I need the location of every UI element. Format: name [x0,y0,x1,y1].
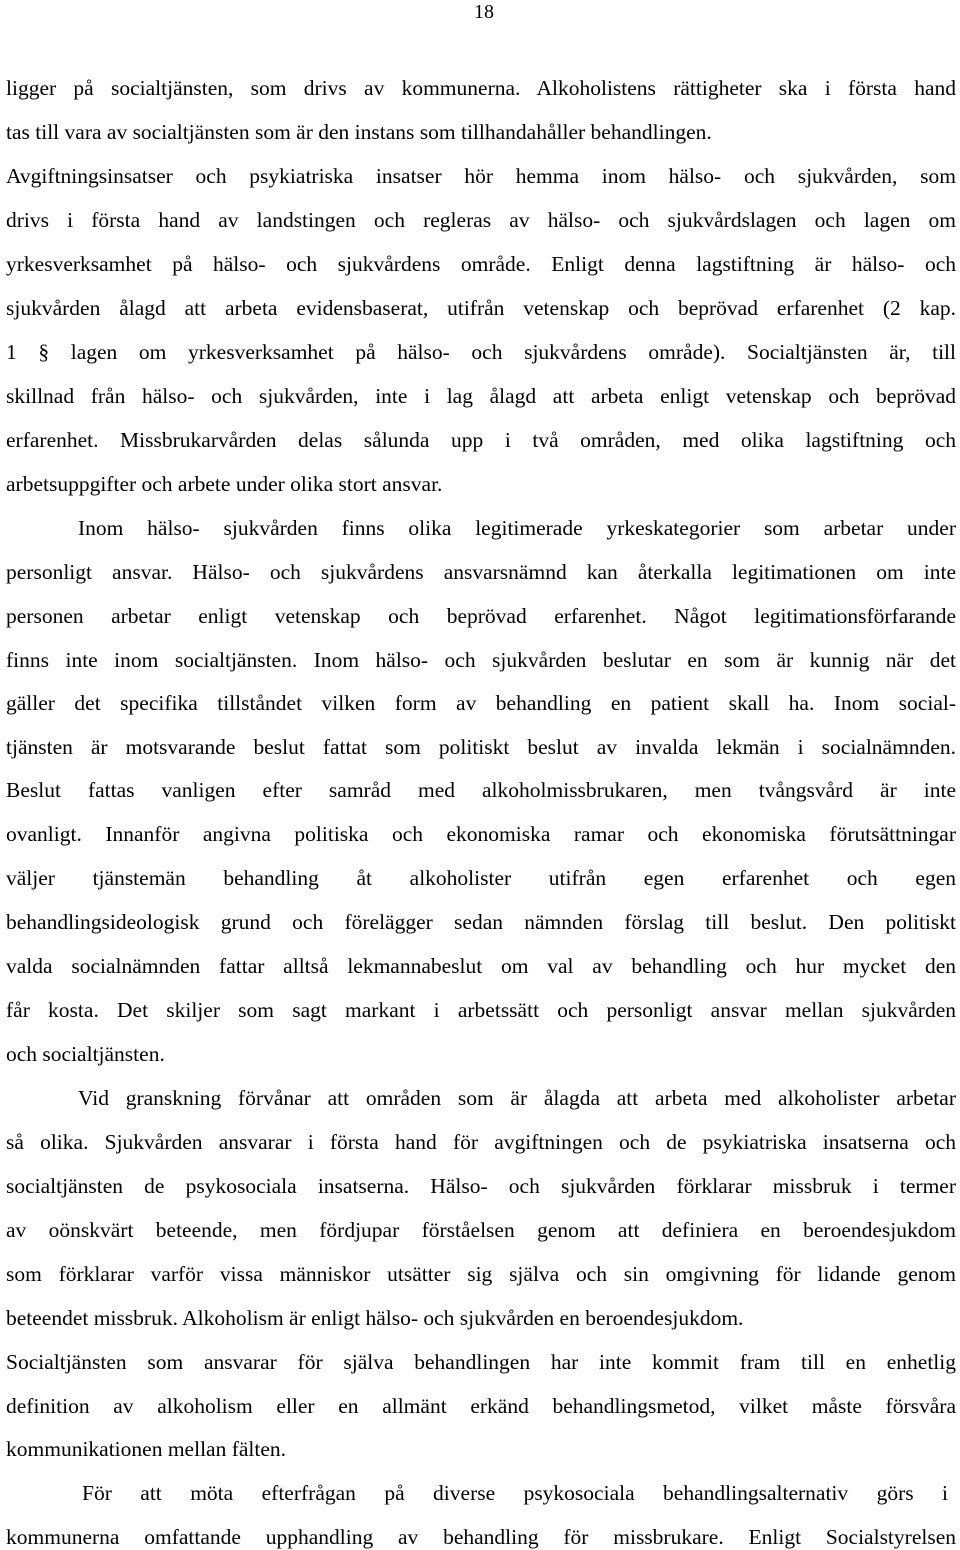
text-line: tjänsten är motsvarande beslut fattat som politiskt beslut av invalda lekmän i socialnämnden. [6,735,956,759]
text-line: beteendet missbruk. Alkoholism är enligt hälso- och sjukvården en beroendesjukdom. [6,1306,744,1330]
text-line: så olika. Sjukvården ansvarar i första hand för avgiftningen och de psykiatriska insatserna och [6,1130,956,1154]
text-line: som förklarar varför vissa människor utsätter sig själva och sin omgivning för lidande genom [6,1262,956,1286]
text-line: arbetsuppgifter och arbete under olika stort ansvar. [6,472,443,496]
text-line: finns inte inom socialtjänsten. Inom hälso- och sjukvården beslutar en som är kunnig när det [6,648,956,672]
text-line: kommunikationen mellan fälten. [6,1437,287,1461]
text-line: Beslut fattas vanligen efter samråd med alkoholmissbrukaren, men tvångsvård är inte [6,778,956,802]
text-line: behandlingsideologisk grund och förelägger sedan nämnden förslag till beslut. Den politiskt [6,910,956,934]
text-line: definition av alkoholism eller en allmänt erkänd behandlingsmetod, vilket måste försvåra [6,1394,956,1418]
text-line: erfarenhet. Missbrukarvården delas sålunda upp i två områden, med olika lagstiftning och [6,428,956,452]
text-line: valda socialnämnden fattar alltså lekmannabeslut om val av behandling och hur mycket den [6,954,956,978]
text-line: tas till vara av socialtjänsten som är den instans som tillhandahåller behandlingen. [6,120,712,144]
text-line: socialtjänsten de psykosociala insatserna. Hälso- och sjukvården förklarar missbruk i termer [6,1174,956,1198]
text-line: För att möta efterfrågan på diverse psykosociala behandlingsalternativ görs i [82,1481,948,1505]
text-line: drivs i första hand av landstingen och regleras av hälso- och sjukvårdslagen och lagen om [6,208,956,232]
text-line: personen arbetar enligt vetenskap och beprövad erfarenhet. Något legitimationsförfarande [6,604,956,628]
text-line: Vid granskning förvånar att områden som är ålagda att arbeta med alkoholister arbetar [78,1086,956,1110]
text-line: 1 § lagen om yrkesverksamhet på hälso- och sjukvårdens område). Socialtjänsten är, till [6,340,956,364]
text-line: kommunerna omfattande upphandling av behandling för missbrukare. Enligt Socialstyrelsen [6,1525,956,1549]
page-number: 18 [474,1,494,23]
text-line: Avgiftningsinsatser och psykiatriska insatser hör hemma inom hälso- och sjukvården, som [6,164,956,188]
text-line: ligger på socialtjänsten, som drivs av kommunerna. Alkoholistens rättigheter ska i första hand [6,76,956,100]
text-line: av oönskvärt beteende, men fördjupar förståelsen genom att definiera en beroendesjukdom [6,1218,956,1242]
text-line: ovanligt. Innanför angivna politiska och ekonomiska ramar och ekonomiska förutsättningar [6,822,956,846]
text-line: yrkesverksamhet på hälso- och sjukvårdens område. Enligt denna lagstiftning är hälso- och [6,252,956,276]
text-line: personligt ansvar. Hälso- och sjukvårdens ansvarsnämnd kan återkalla legitimationen om inte [6,560,956,584]
text-line: skillnad från hälso- och sjukvården, inte i lag ålagd att arbeta enligt vetenskap och beprövad [6,384,956,408]
text-line: Socialtjänsten som ansvarar för själva behandlingen har inte kommit fram till en enhetlig [6,1350,956,1374]
text-line: sjukvården ålagd att arbeta evidensbaserat, utifrån vetenskap och beprövad erfarenhet (2 kap. [6,296,956,320]
text-line: väljer tjänstemän behandling åt alkoholister utifrån egen erfarenhet och egen [6,866,956,890]
text-line: får kosta. Det skiljer som sagt markant i arbetssätt och personligt ansvar mellan sjukvården [6,998,956,1022]
text-line: gäller det specifika tillståndet vilken form av behandling en patient skall ha. Inom social- [6,691,956,715]
text-line: och socialtjänsten. [6,1042,165,1066]
text-line: Inom hälso- sjukvården finns olika legitimerade yrkeskategorier som arbetar under [78,516,956,540]
